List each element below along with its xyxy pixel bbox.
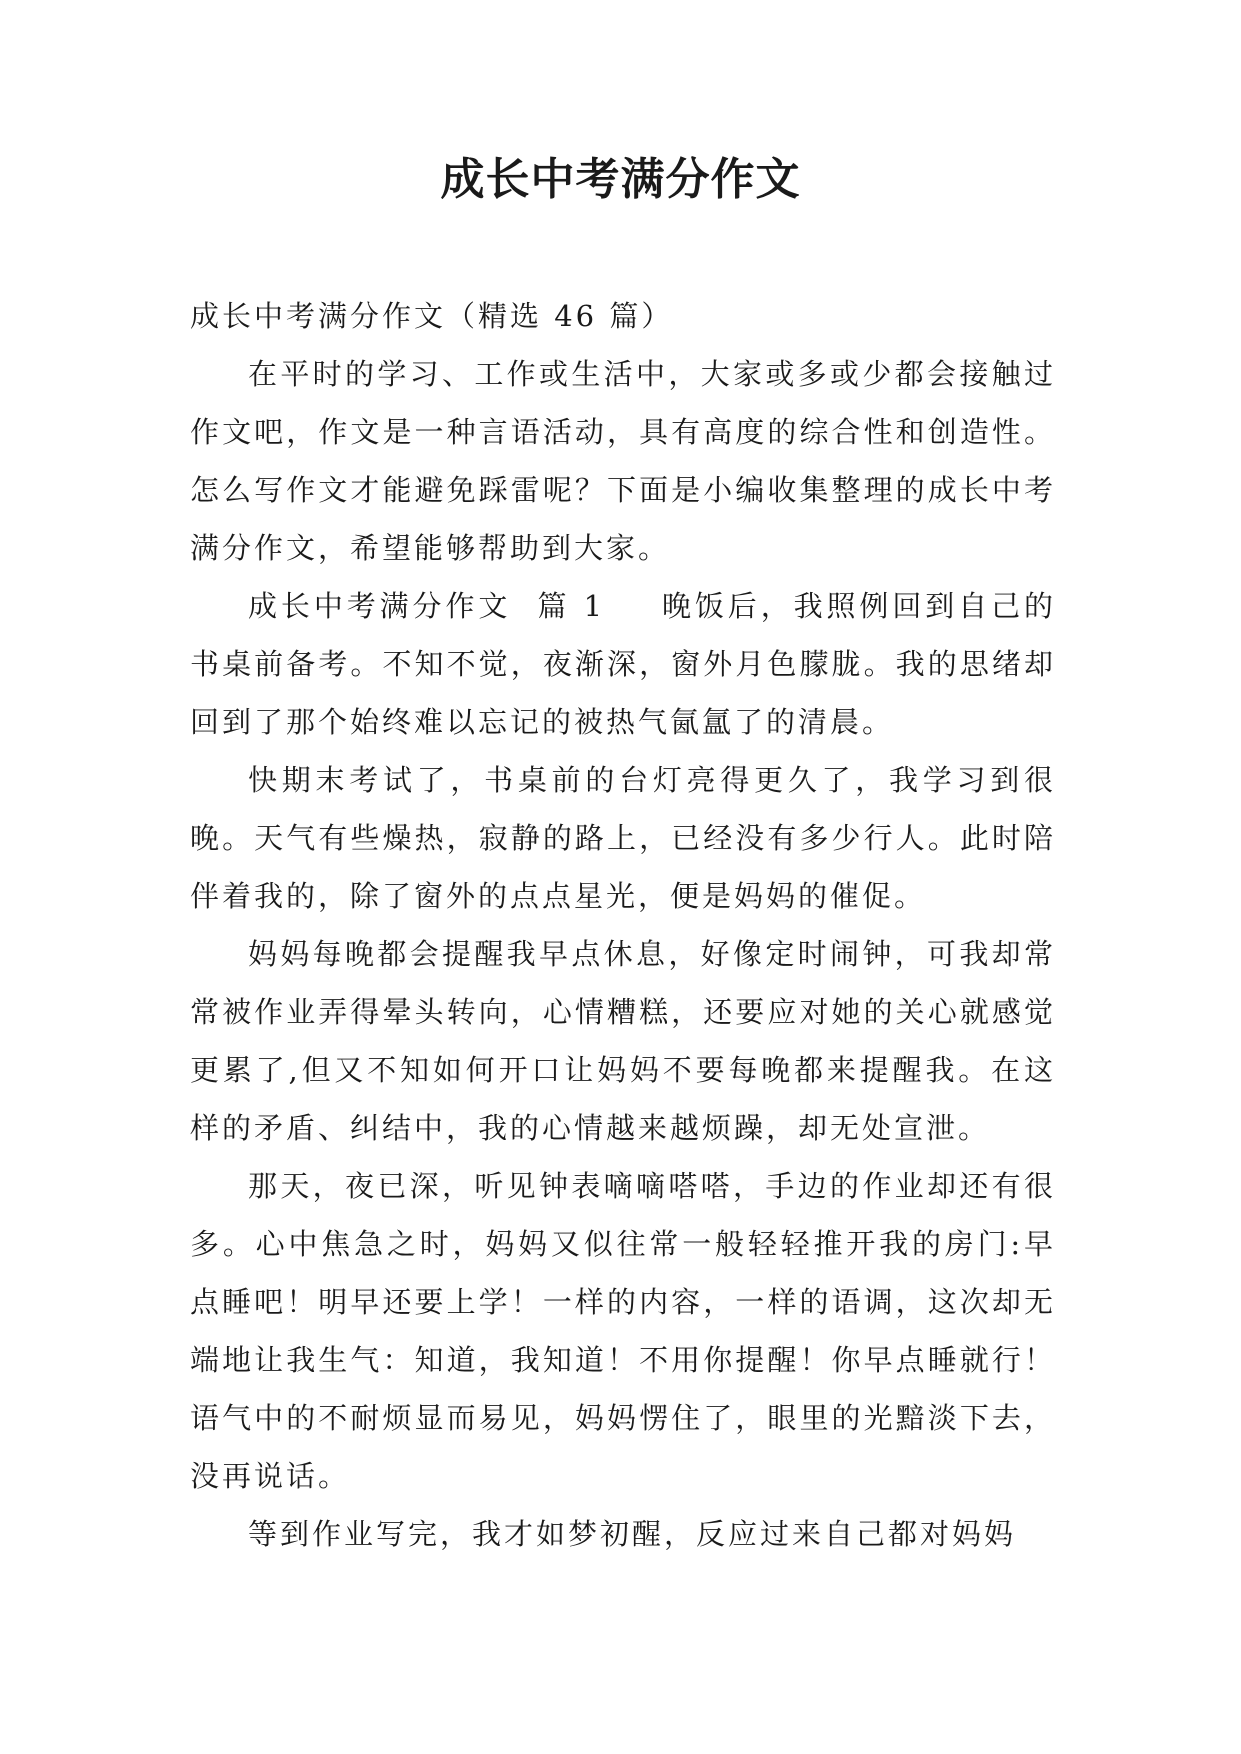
document-title: 成长中考满分作文 xyxy=(440,154,801,205)
body-paragraph: 妈妈每晚都会提醒我早点休息，好像定时闹钟，可我却常常被作业弄得晕头转向，心情糟糕，还要应对她的关心就感觉更累了,但又不知如何开口让妈妈不要每晚都来提醒我。在这样的矛盾、纠结中，我的心情越来越烦躁，却无处宣泄。 xyxy=(190,937,1056,1145)
body-paragraph: 那天，夜已深，听见钟表嘀嘀嗒嗒，手边的作业却还有很多。心中焦急之时，妈妈又似往常一般轻轻推开我的房门:早点睡吧！明早还要上学！一样的内容，一样的语调，这次却无端地让我生气：知道，我知道！不用你提醒！你早点睡就行！语气中的不耐烦显而易见，妈妈愣住了，眼里的光黯淡下去，没再说话。 xyxy=(190,1169,1056,1493)
section-heading: 成长中考满分作文 篇 1 xyxy=(248,589,606,623)
document-body xyxy=(190,287,1056,1563)
section-1-paragraph xyxy=(190,577,1056,751)
document-subtitle: 成长中考满分作文（精选 46 篇） xyxy=(190,299,674,333)
body-paragraph: 快期末考试了，书桌前的台灯亮得更久了，我学习到很晚。天气有些燥热，寂静的路上，已经没有多少行人。此时陪伴着我的，除了窗外的点点星光，便是妈妈的催促。 xyxy=(190,763,1056,913)
intro-paragraph: 在平时的学习、工作或生活中，大家或多或少都会接触过作文吧，作文是一种言语活动，具有高度的综合性和创造性。怎么写作文才能避免踩雷呢？下面是小编收集整理的成长中考满分作文，希望能够帮助到大家。 xyxy=(190,357,1056,565)
body-paragraph: 等到作业写完，我才如梦初醒，反应过来自己都对妈妈 xyxy=(248,1517,1017,1551)
section-first-text: 晚饭后，我照例回到自己的书桌前备考。不知不觉，夜渐深，窗外月色朦胧。我的思绪却回到了那个始终难以忘记的被热气氤氲了的清晨。 xyxy=(190,589,1056,739)
